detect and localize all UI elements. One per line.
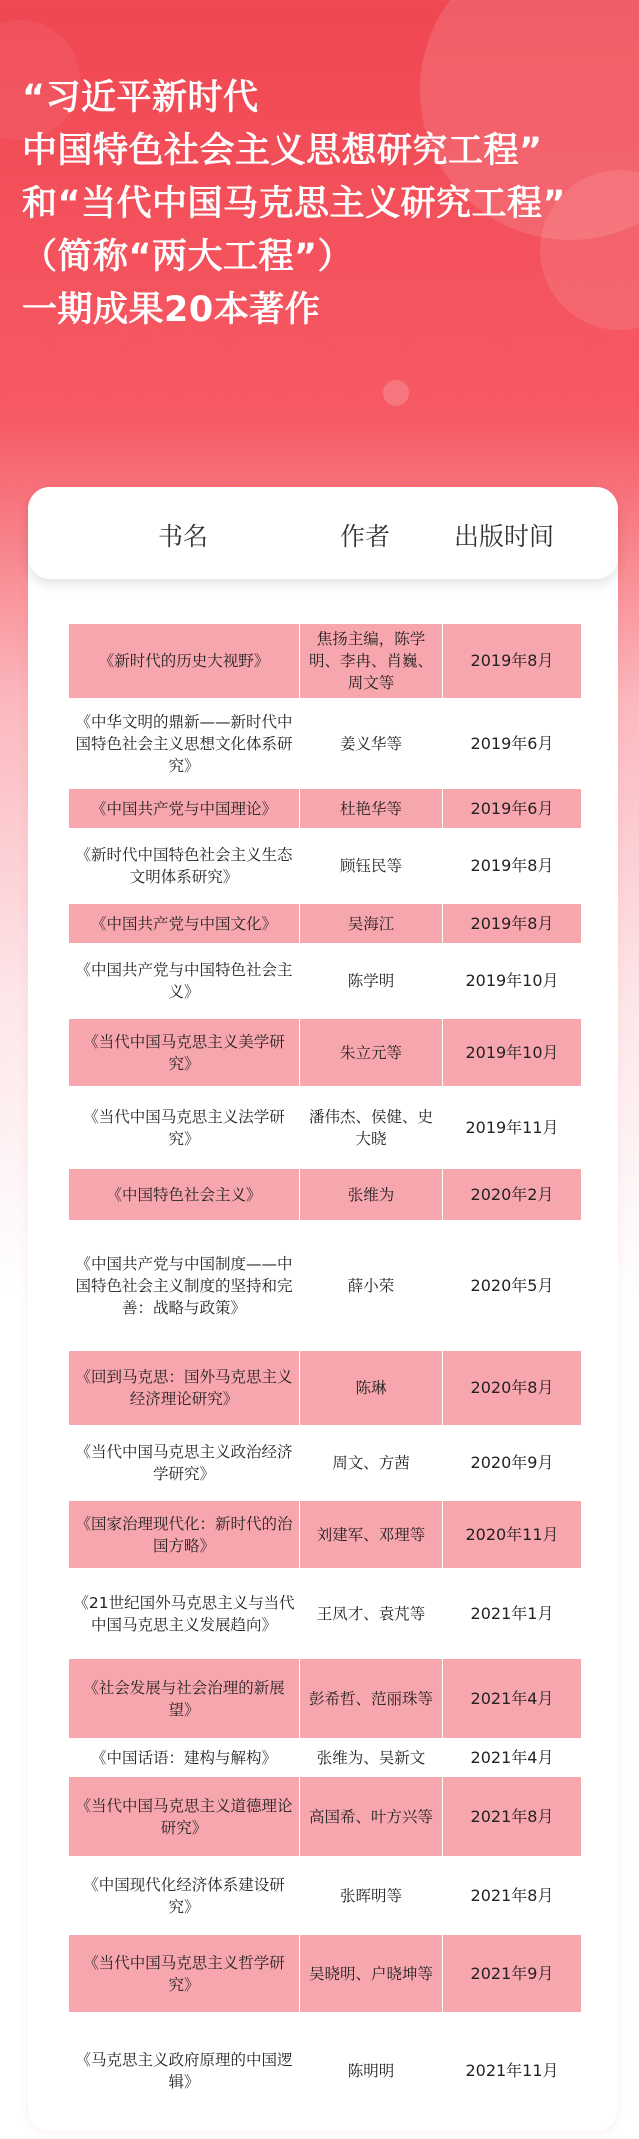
book-title: 《中国特色社会主义》 (69, 1169, 300, 1221)
decor-circle (383, 380, 409, 406)
book-title: 《国家治理现代化：新时代的治国方略》 (69, 1501, 300, 1569)
book-title: 《当代中国马克思主义政治经济学研究》 (69, 1426, 300, 1501)
book-author: 刘建军、邓理等 (300, 1501, 443, 1569)
book-author: 杜艳华等 (300, 789, 443, 829)
book-author: 张维为、吴新文 (300, 1739, 443, 1777)
book-date: 2020年9月 (443, 1426, 582, 1501)
book-title: 《中国现代化经济体系建设研究》 (69, 1857, 300, 1935)
book-title: 《中华文明的鼎新——新时代中国特色社会主义思想文化体系研究》 (69, 699, 300, 789)
table-row (69, 1569, 582, 1659)
table-row (69, 1935, 582, 2013)
table-row (69, 944, 582, 1019)
book-date: 2019年10月 (443, 944, 582, 1019)
book-title: 《当代中国马克思主义哲学研究》 (69, 1935, 300, 2013)
title-line: “习近平新时代 (22, 78, 259, 118)
column-author: 作者 (340, 522, 391, 551)
book-author: 陈琳 (300, 1351, 443, 1426)
book-author: 陈明明 (300, 2013, 443, 2129)
book-author: 朱立元等 (300, 1019, 443, 1087)
book-date: 2019年8月 (443, 904, 582, 944)
book-title: 《回到马克思：国外马克思主义经济理论研究》 (69, 1351, 300, 1426)
table-row (69, 1426, 582, 1501)
table-row (69, 1501, 582, 1569)
book-author: 陈学明 (300, 944, 443, 1019)
book-date: 2019年8月 (443, 624, 582, 699)
table-row (69, 2013, 582, 2129)
book-title: 《马克思主义政府原理的中国逻辑》 (69, 2013, 300, 2129)
page-title (22, 72, 622, 337)
book-date: 2021年9月 (443, 1935, 582, 2013)
book-title: 《中国共产党与中国文化》 (69, 904, 300, 944)
book-author: 薛小荣 (300, 1221, 443, 1351)
title-line: 和“当代中国马克思主义研究工程” (22, 184, 567, 224)
table-row (69, 1019, 582, 1087)
book-date: 2021年11月 (443, 2013, 582, 2129)
book-author: 张维为 (300, 1169, 443, 1221)
book-title: 《中国共产党与中国理论》 (69, 789, 300, 829)
book-date: 2019年10月 (443, 1019, 582, 1087)
book-title: 《当代中国马克思主义道德理论研究》 (69, 1777, 300, 1857)
title-line: 一期成果20本著作 (22, 290, 321, 330)
table-row (69, 1777, 582, 1857)
book-title: 《中国共产党与中国制度——中国特色社会主义制度的坚持和完善：战略与政策》 (69, 1221, 300, 1351)
table-row (69, 789, 582, 829)
books-card (28, 487, 618, 2131)
book-date: 2021年1月 (443, 1569, 582, 1659)
book-author: 吴海江 (300, 904, 443, 944)
book-author: 顾钰民等 (300, 829, 443, 904)
book-author: 姜义华等 (300, 699, 443, 789)
table-row (69, 1169, 582, 1221)
book-title: 《新时代中国特色社会主义生态文明体系研究》 (69, 829, 300, 904)
book-date: 2021年8月 (443, 1857, 582, 1935)
book-date: 2021年4月 (443, 1739, 582, 1777)
book-author: 焦扬主编，陈学明、李冉、肖巍、周文等 (300, 624, 443, 699)
book-author: 彭希哲、范丽珠等 (300, 1659, 443, 1739)
book-date: 2019年8月 (443, 829, 582, 904)
table-row (69, 1659, 582, 1739)
table-row (69, 904, 582, 944)
books-table (68, 623, 582, 2129)
table-row (69, 1221, 582, 1351)
book-title: 《社会发展与社会治理的新展望》 (69, 1659, 300, 1739)
table-row (69, 1351, 582, 1426)
table-row (69, 1087, 582, 1169)
book-date: 2021年4月 (443, 1659, 582, 1739)
book-title: 《当代中国马克思主义法学研究》 (69, 1087, 300, 1169)
book-author: 吴晓明、户晓坤等 (300, 1935, 443, 2013)
book-title: 《中国话语：建构与解构》 (69, 1739, 300, 1777)
book-date: 2021年8月 (443, 1777, 582, 1857)
book-author: 潘伟杰、侯健、史大晓 (300, 1087, 443, 1169)
title-line: （简称“两大工程”） (22, 237, 354, 277)
table-row (69, 699, 582, 789)
book-date: 2020年2月 (443, 1169, 582, 1221)
book-date: 2020年11月 (443, 1501, 582, 1569)
book-author: 王凤才、袁芃等 (300, 1569, 443, 1659)
book-author: 周文、方茜 (300, 1426, 443, 1501)
book-date: 2019年6月 (443, 789, 582, 829)
book-author: 张晖明等 (300, 1857, 443, 1935)
table-row (69, 1857, 582, 1935)
book-title: 《中国共产党与中国特色社会主义》 (69, 944, 300, 1019)
book-date: 2020年8月 (443, 1351, 582, 1426)
book-date: 2020年5月 (443, 1221, 582, 1351)
book-title: 《新时代的历史大视野》 (69, 624, 300, 699)
table-row (69, 829, 582, 904)
book-title: 《21世纪国外马克思主义与当代中国马克思主义发展趋向》 (69, 1569, 300, 1659)
table-row (69, 1739, 582, 1777)
title-line: 中国特色社会主义思想研究工程” (22, 131, 543, 171)
column-title: 书名 (158, 522, 209, 551)
column-header (28, 487, 618, 579)
book-date: 2019年11月 (443, 1087, 582, 1169)
book-author: 高国希、叶方兴等 (300, 1777, 443, 1857)
table-row (69, 624, 582, 699)
book-title: 《当代中国马克思主义美学研究》 (69, 1019, 300, 1087)
book-date: 2019年6月 (443, 699, 582, 789)
column-date: 出版时间 (454, 522, 555, 551)
